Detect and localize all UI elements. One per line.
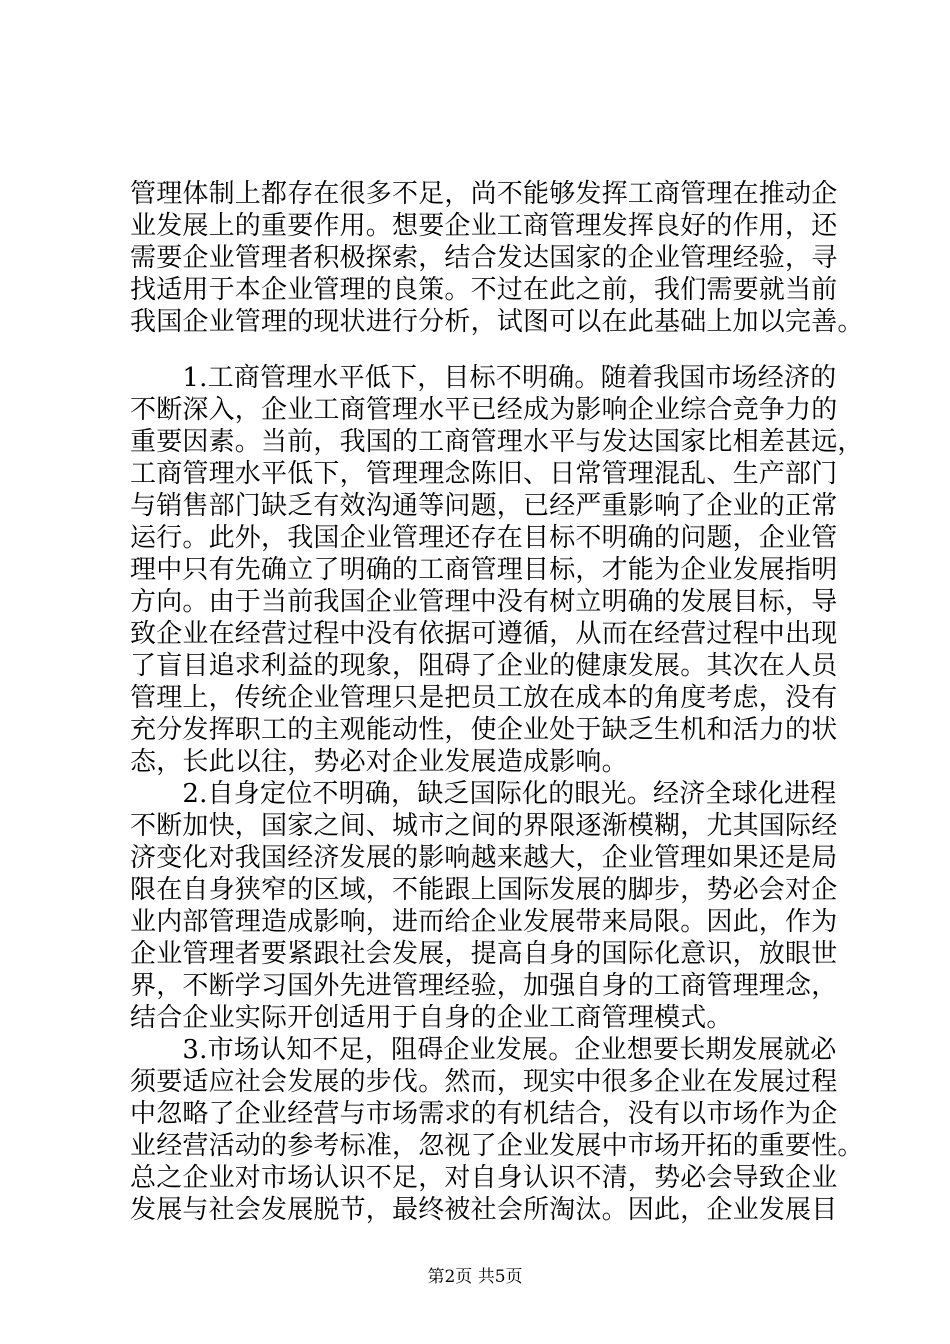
text-line: 工商管理水平低下，管理理念陈旧、日常管理混乱、生产部门: [130, 459, 838, 489]
text-line: 了盲目追求利益的现象，阻碍了企业的健康发展。其次在人员: [130, 651, 838, 681]
text-line: 运行。此外，我国企业管理还存在目标不明确的问题，企业管: [130, 523, 838, 553]
text-line: 发展与社会发展脱节，最终被社会所淘汰。因此，企业发展目: [130, 1195, 838, 1225]
text-line: 总之企业对市场认识不足，对自身认识不清，势必会导致企业: [130, 1163, 838, 1193]
text-line: 企业管理者要紧跟社会发展，提高自身的国际化意识，放眼世: [130, 939, 838, 969]
text-line: 管理体制上都存在很多不足，尚不能够发挥工商管理在推动企: [130, 179, 838, 209]
text-line: 2.自身定位不明确，缺乏国际化的眼光。经济全球化进程: [130, 779, 837, 809]
text-line: 业经营活动的参考标准，忽视了企业发展中市场开拓的重要性。: [130, 1131, 864, 1161]
text-line: 界，不断学习国外先进管理经验，加强自身的工商管理理念，: [130, 971, 838, 1001]
text-line: 与销售部门缺乏有效沟通等问题，已经严重影响了企业的正常: [130, 491, 838, 521]
text-line: 济变化对我国经济发展的影响越来越大，企业管理如果还是局: [130, 843, 838, 873]
text-line: 限在自身狭窄的区域，不能跟上国际发展的脚步，势必会对企: [130, 875, 838, 905]
text-line: 须要适应社会发展的步伐。然而，现实中很多企业在发展过程: [130, 1067, 838, 1097]
text-line: 业发展上的重要作用。想要企业工商管理发挥良好的作用，还: [130, 211, 838, 241]
text-line: 结合企业实际开创适用于自身的企业工商管理模式。: [130, 1003, 733, 1033]
text-line: 3.市场认知不足，阻碍企业发展。企业想要长期发展就必: [130, 1035, 837, 1065]
text-line: 理中只有先确立了明确的工商管理目标，才能为企业发展指明: [130, 555, 838, 585]
text-line: 重要因素。当前，我国的工商管理水平与发达国家比相差甚远，: [130, 427, 864, 457]
text-line: 找适用于本企业管理的良策。不过在此之前，我们需要就当前: [130, 275, 838, 305]
page-number-footer: 第2页 共5页: [427, 1267, 523, 1287]
text-line: 不断深入，企业工商管理水平已经成为影响企业综合竞争力的: [130, 395, 838, 425]
text-line: 不断加快，国家之间、城市之间的界限逐渐模糊，尤其国际经: [130, 811, 838, 841]
text-line: 1.工商管理水平低下，目标不明确。随着我国市场经济的: [130, 363, 837, 393]
text-line: 致企业在经营过程中没有依据可遵循，从而在经营过程中出现: [130, 619, 838, 649]
text-line: 态，长此以往，势必对企业发展造成影响。: [130, 747, 628, 777]
text-line: 管理上，传统企业管理只是把员工放在成本的角度考虑，没有: [130, 683, 838, 713]
text-line: 我国企业管理的现状进行分析，试图可以在此基础上加以完善。: [130, 307, 864, 337]
text-line: 需要企业管理者积极探索，结合发达国家的企业管理经验，寻: [130, 243, 838, 273]
text-line: 业内部管理造成影响，进而给企业发展带来局限。因此，作为: [130, 907, 838, 937]
text-line: 中忽略了企业经营与市场需求的有机结合，没有以市场作为企: [130, 1099, 838, 1129]
text-line: 方向。由于当前我国企业管理中没有树立明确的发展目标，导: [130, 587, 838, 617]
text-line: 充分发挥职工的主观能动性，使企业处于缺乏生机和活力的状: [130, 715, 838, 745]
